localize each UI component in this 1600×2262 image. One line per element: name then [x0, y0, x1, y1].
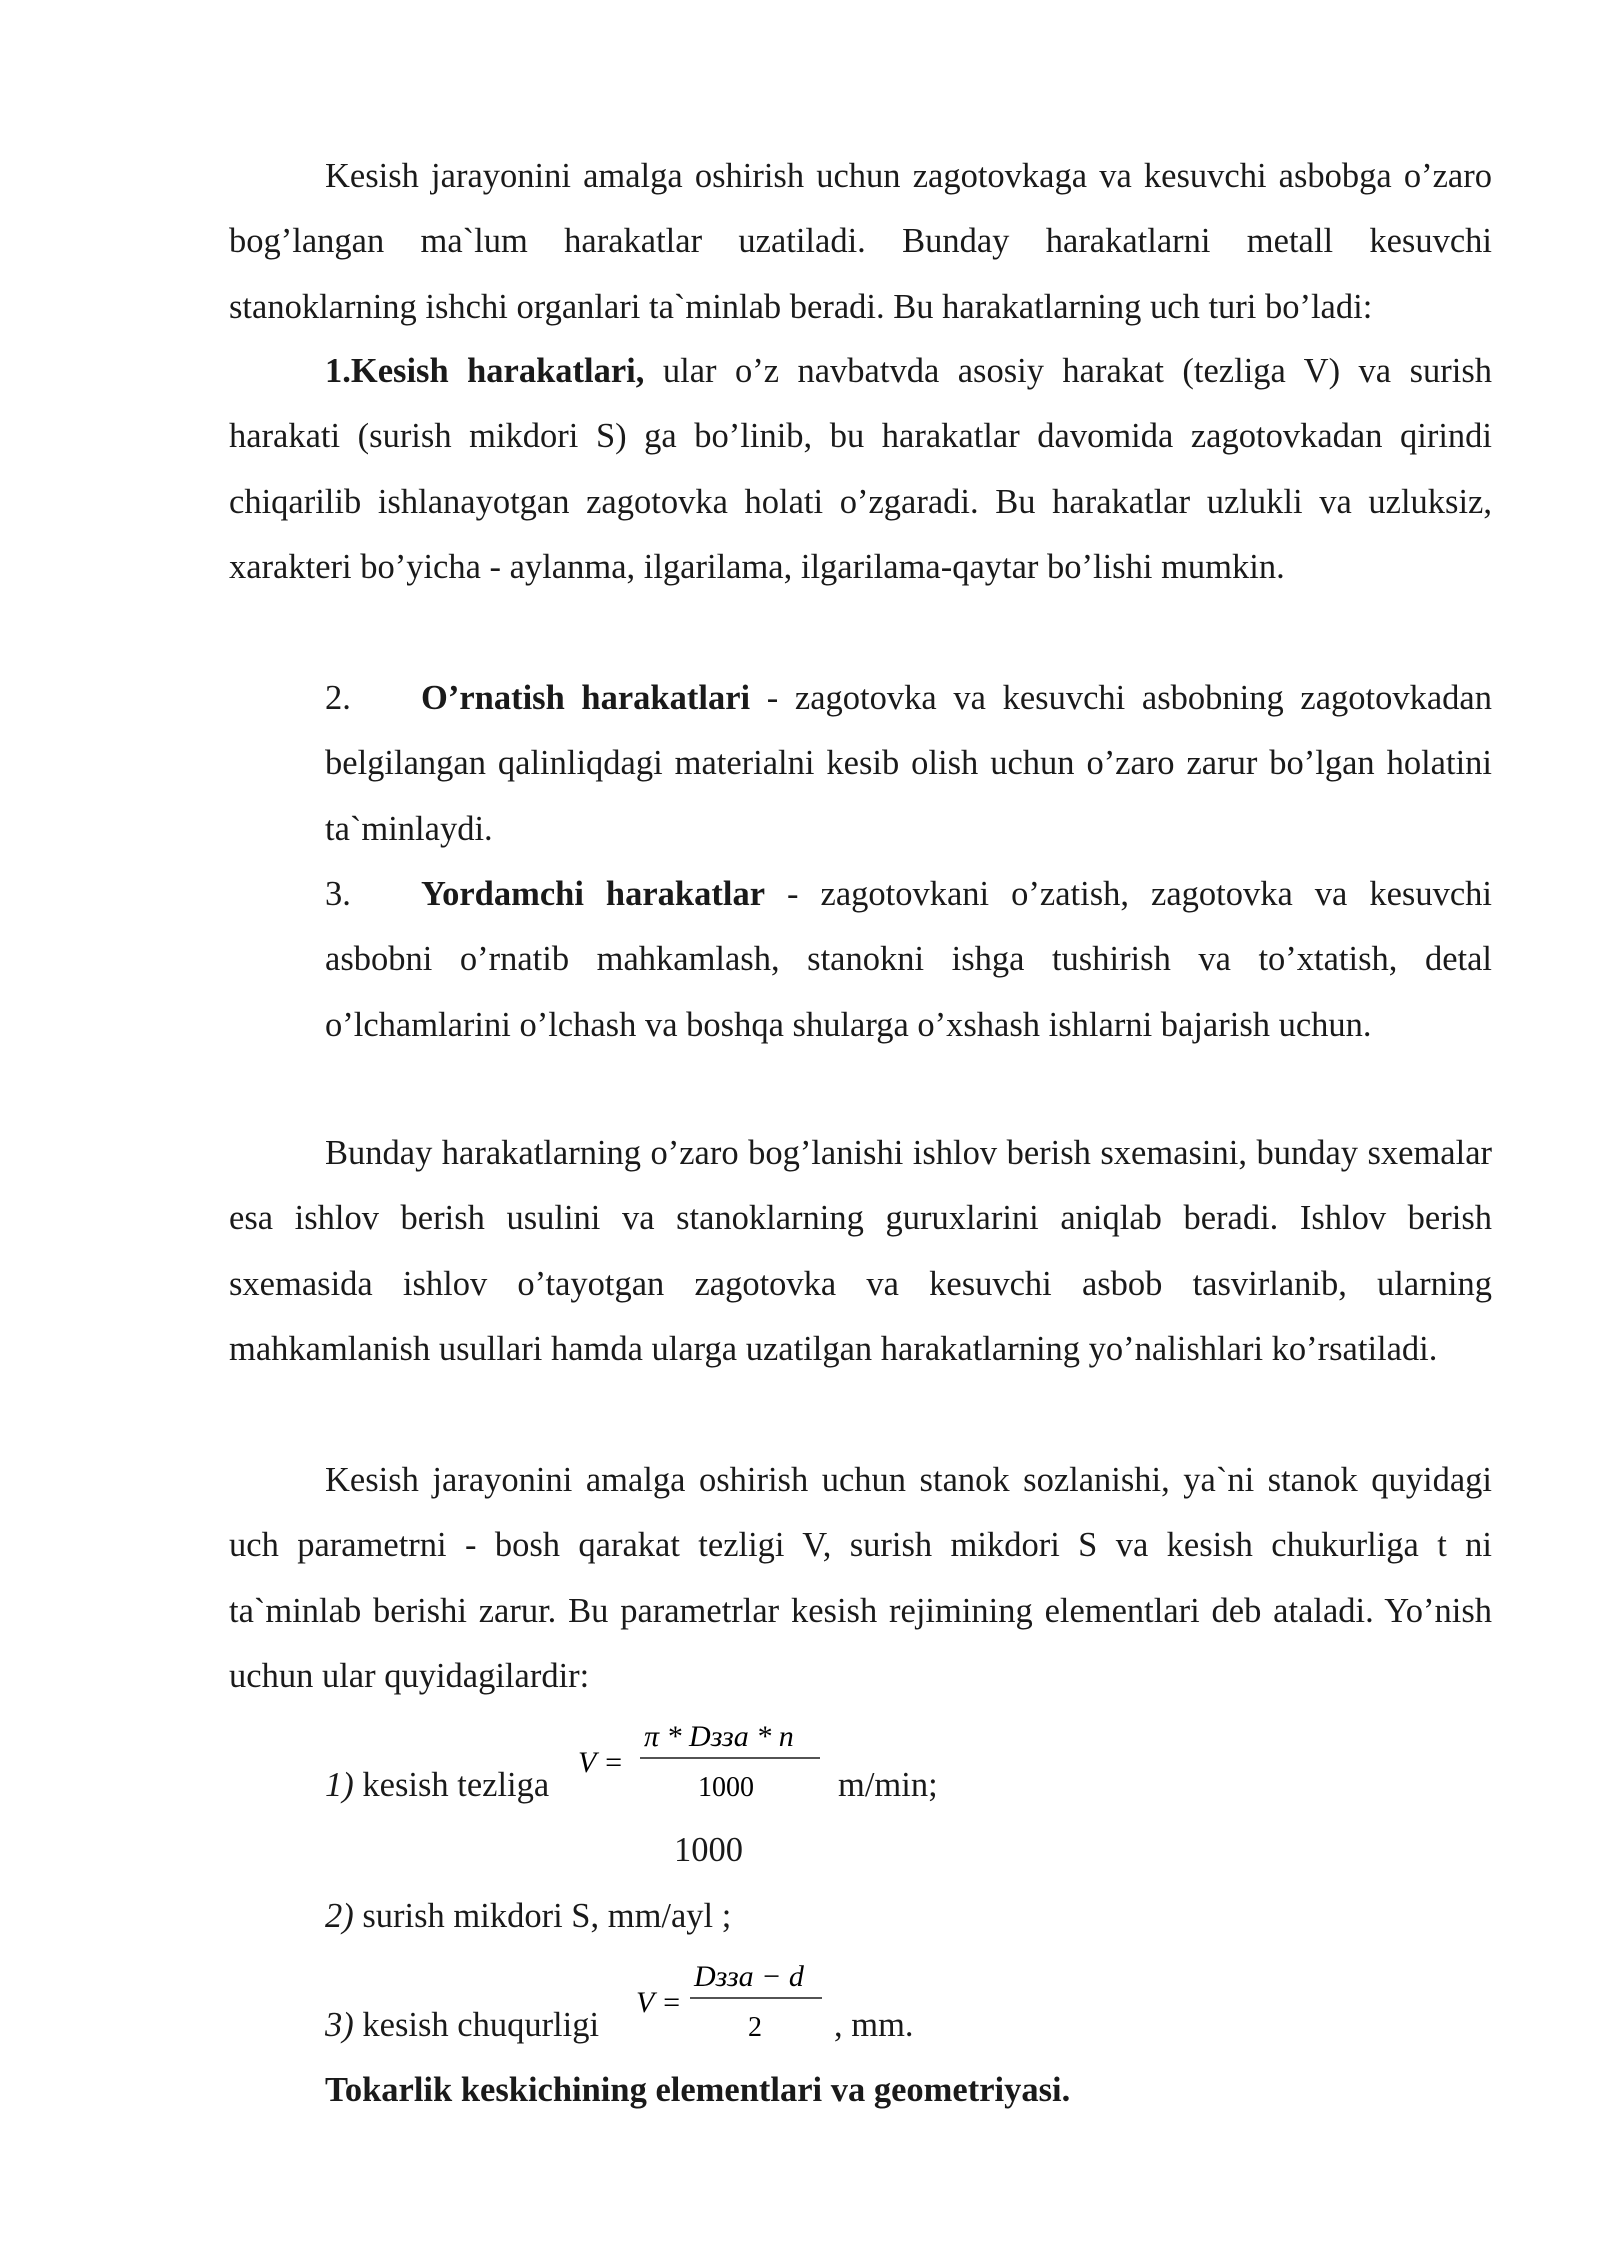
section-heading: Tokarlik keskichining elementlari va geometriyasi. [325, 2071, 1071, 2109]
list-item-2-title: O’rnatish harakatlari [421, 679, 751, 717]
formula-1-unit: m/min; [838, 1766, 938, 1804]
list-item-3-text: - zagotovkani o’zatish, zagotovka va kesuvchi asbobni o’rnatib mahkamlash, stanokni ishga tushirish va to’xtatish, detal o’lchamlarini o’lchash va boshqa shularga o’xshash ishlarni bajarish uchun. [325, 875, 1493, 1044]
formula-3-number: 3) [325, 2006, 354, 2044]
formula-1 [576, 1712, 836, 1821]
list-item-2 [325, 666, 1492, 862]
formula-3-denominator: 2 [748, 2012, 762, 2043]
formula-2-label: 2) surish mikdori S, mm/ayl ; [325, 1897, 732, 1935]
formula-3-unit: , mm. [834, 2006, 914, 2044]
formula-1-extra-value: 1000 [674, 1831, 743, 1869]
formula-1-label: 1) kesish tezliga [325, 1766, 550, 1804]
list-item-3-title: Yordamchi harakatlar [421, 875, 766, 913]
list-item-1 [229, 339, 1492, 600]
formula-2-number: 2) [325, 1897, 354, 1935]
formula-3 [634, 1952, 834, 2061]
paragraph-scheme: Bunday harakatlarning o’zaro bog’lanishi ishlov berish sxemasini, bunday sxemalar esa ishlov berish usulini va stanoklarning guruxlarini aniqlab beradi. Ishlov berish sxemasida ishlov o’tayotgan zagotovka va kesuvchi asbob tasvirlanib, ularning mahkamlanish usullari hamda ularga uzatilgan harakatlarning yo’nalishlari ko’rsatiladi. [229, 1134, 1492, 1368]
paragraph-parameters: Kesish jarayonini amalga oshirish uchun stanok sozlanishi, ya`ni stanok quyidagi uch parametrni - bosh qarakat tezligi V, surish mikdori S va kesish chukurliga t ni ta`minlab berishi zarur. Bu parametrlar kesish rejimining elementlari deb ataladi. Yo’nish uchun ular quyidagilardir: [229, 1461, 1492, 1695]
formula-1-numerator: π * Dзза * n [644, 1720, 794, 1753]
formula-1-number: 1) [325, 1766, 354, 1804]
list-item-1-title: 1.Kesish harakatlari, [325, 352, 645, 390]
list-item-3 [325, 862, 1492, 1058]
list-item-3-number: 3. [325, 875, 351, 913]
paragraph-intro: Kesish jarayonini amalga oshirish uchun zagotovkaga va kesuvchi asbobga o’zaro bog’langan ma`lum harakatlar uzatiladi. Bunday harakatlarni metall kesuvchi stanoklarning ishchi organlari ta`minlab beradi. Bu harakatlarning uch turi bo’ladi: [229, 157, 1492, 326]
formula-1-denominator: 1000 [698, 1772, 754, 1803]
formula-3-numerator: Dзза − d [694, 1960, 804, 1993]
list-item-2-text: - zagotovka va kesuvchi asbobning zagotovkadan belgilangan qalinliqdagi materialni kesib olish uchun o’zaro zarur bo’lgan holatini ta`minlaydi. [325, 679, 1492, 848]
list-item-1-text: ular o’z navbatvda asosiy harakat (tezliga V) va surish harakati (surish mikdori S) ga bo’linib, bu harakatlar davomida zagotovkadan qirindi chiqarilib ishlanayotgan zagotovka holati o’zgaradi. Bu harakatlar uzlukli va uzluksiz, xarakteri bo’yicha - aylanma, ilgarilama, ilgarilama-qaytar bo’lishi mumkin. [229, 352, 1492, 586]
formula-1-lhs: V = [578, 1746, 624, 1779]
list-item-2-number: 2. [325, 679, 351, 717]
formula-3-label: 3) kesish chuqurligi [325, 2006, 600, 2044]
formula-3-lhs: V = [636, 1986, 682, 2019]
